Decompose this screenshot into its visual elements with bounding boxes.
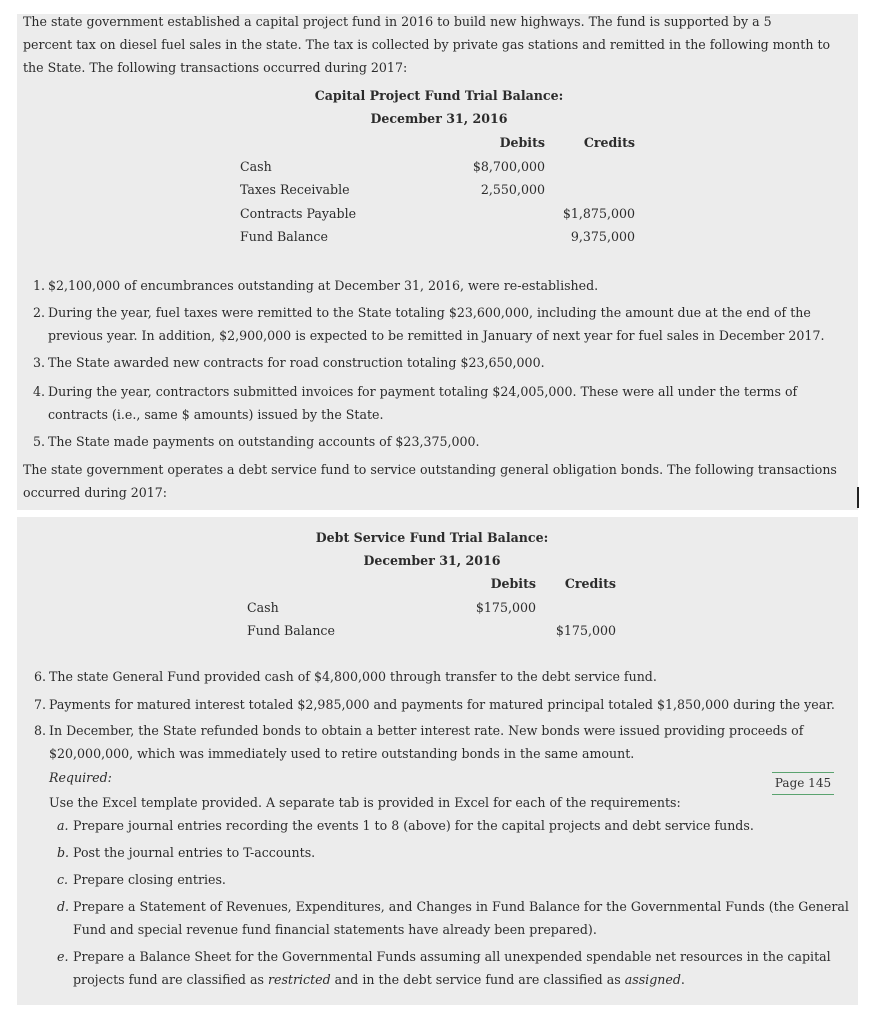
item-number: 3. — [33, 355, 46, 370]
requirement-text: Prepare journal entries recording the events 1 to 8 (above) for the capital projects and debt service funds. — [73, 818, 754, 833]
capital-col-debits: Debits — [499, 135, 545, 150]
table-row-account: Fund Balance — [247, 623, 335, 638]
requirement-text-e-line2 — [73, 972, 685, 987]
debt-col-credits: Credits — [564, 576, 616, 591]
debt-col-debits: Debits — [490, 576, 536, 591]
assigned-term: assigned — [624, 972, 681, 987]
page-number-badge: Page 145 — [772, 772, 834, 795]
requirement-letter: c. — [57, 872, 69, 887]
requirement-text: Prepare closing entries. — [73, 872, 226, 887]
item-text: The state General Fund provided cash of $4,800,000 through transfer to the debt service fund. — [49, 669, 657, 684]
debt-intro-line-2: occurred during 2017: — [23, 485, 168, 500]
item-text: previous year. In addition, $2,900,000 is expected to be remitted in January of next year for fuel sales in December 2017. — [48, 328, 825, 343]
table-row-account: Taxes Receivable — [240, 182, 350, 197]
item-text: $2,100,000 of encumbrances outstanding at December 31, 2016, were re-established. — [48, 278, 599, 293]
requirement-letter: a. — [57, 818, 69, 833]
required-label: Required: — [49, 770, 112, 785]
table-row-debit: $175,000 — [475, 600, 536, 615]
table-row-credit: 9,375,000 — [570, 229, 635, 244]
item-number: 8. — [34, 723, 47, 738]
requirement-text: and in the debt service fund are classified as — [330, 972, 625, 987]
capital-intro-line-2: percent tax on diesel fuel sales in the state. The tax is collected by private gas stations and remitted in the following month to — [23, 37, 831, 52]
capital-col-credits: Credits — [583, 135, 635, 150]
table-row-account: Cash — [247, 600, 279, 615]
requirement-text: Fund and special revenue fund financial statements have already been prepared). — [73, 922, 597, 937]
item-text: $20,000,000, which was immediately used to retire outstanding bonds in the same amount. — [49, 746, 635, 761]
requirement-letter: b. — [57, 845, 70, 860]
table-row-credit: $175,000 — [555, 623, 616, 638]
requirement-text: . — [680, 972, 685, 987]
text-cursor — [857, 487, 859, 508]
capital-intro-line-3: the State. The following transactions occurred during 2017: — [23, 60, 408, 75]
item-number: 1. — [33, 278, 46, 293]
capital-intro-line-1: The state government established a capital project fund in 2016 to build new highways. The fund is supported by a 5 — [23, 14, 772, 29]
item-number: 7. — [34, 697, 47, 712]
requirement-text: Post the journal entries to T-accounts. — [73, 845, 316, 860]
item-text: In December, the State refunded bonds to obtain a better interest rate. New bonds were issued providing proceeds of — [49, 723, 804, 738]
requirement-text: Prepare a Statement of Revenues, Expenditures, and Changes in Fund Balance for the Governmental Funds (the General — [73, 899, 849, 914]
table-row-account: Contracts Payable — [240, 206, 357, 221]
table-row-account: Fund Balance — [240, 229, 328, 244]
item-number: 4. — [33, 384, 46, 399]
table-row-debit: 2,550,000 — [480, 182, 545, 197]
table-row-debit: $8,700,000 — [472, 159, 545, 174]
item-text: During the year, fuel taxes were remitted to the State totaling $23,600,000, including the amount due at the end of the — [48, 305, 811, 320]
item-number: 2. — [33, 305, 46, 320]
debt-intro-line-1: The state government operates a debt service fund to service outstanding general obligation bonds. The following transactions — [23, 462, 837, 477]
instruction-text: Use the Excel template provided. A separate tab is provided in Excel for each of the requirements: — [49, 795, 681, 810]
item-text: The State made payments on outstanding accounts of $23,375,000. — [48, 434, 480, 449]
capital-tb-title: Capital Project Fund Trial Balance: — [314, 88, 564, 103]
requirement-text: projects fund are classified as — [73, 972, 268, 987]
capital-tb-date: December 31, 2016 — [370, 111, 508, 126]
requirement-text: Prepare a Balance Sheet for the Governmental Funds assuming all unexpended spendable net resources in the capital — [73, 949, 831, 964]
item-text: contracts (i.e., same $ amounts) issued by the State. — [48, 407, 384, 422]
debt-tb-title: Debt Service Fund Trial Balance: — [315, 530, 549, 545]
table-row-credit: $1,875,000 — [562, 206, 635, 221]
debt-tb-date: December 31, 2016 — [363, 553, 501, 568]
requirement-letter: d. — [57, 899, 70, 914]
item-number: 5. — [33, 434, 46, 449]
item-text: Payments for matured interest totaled $2,985,000 and payments for matured principal totaled $1,850,000 during the year. — [49, 697, 835, 712]
restricted-term: restricted — [267, 972, 331, 987]
item-number: 6. — [34, 669, 47, 684]
table-row-account: Cash — [240, 159, 272, 174]
requirement-letter: e. — [57, 949, 69, 964]
item-text: During the year, contractors submitted invoices for payment totaling $24,005,000. These were all under the terms of — [48, 384, 798, 399]
item-text: The State awarded new contracts for road construction totaling $23,650,000. — [48, 355, 545, 370]
